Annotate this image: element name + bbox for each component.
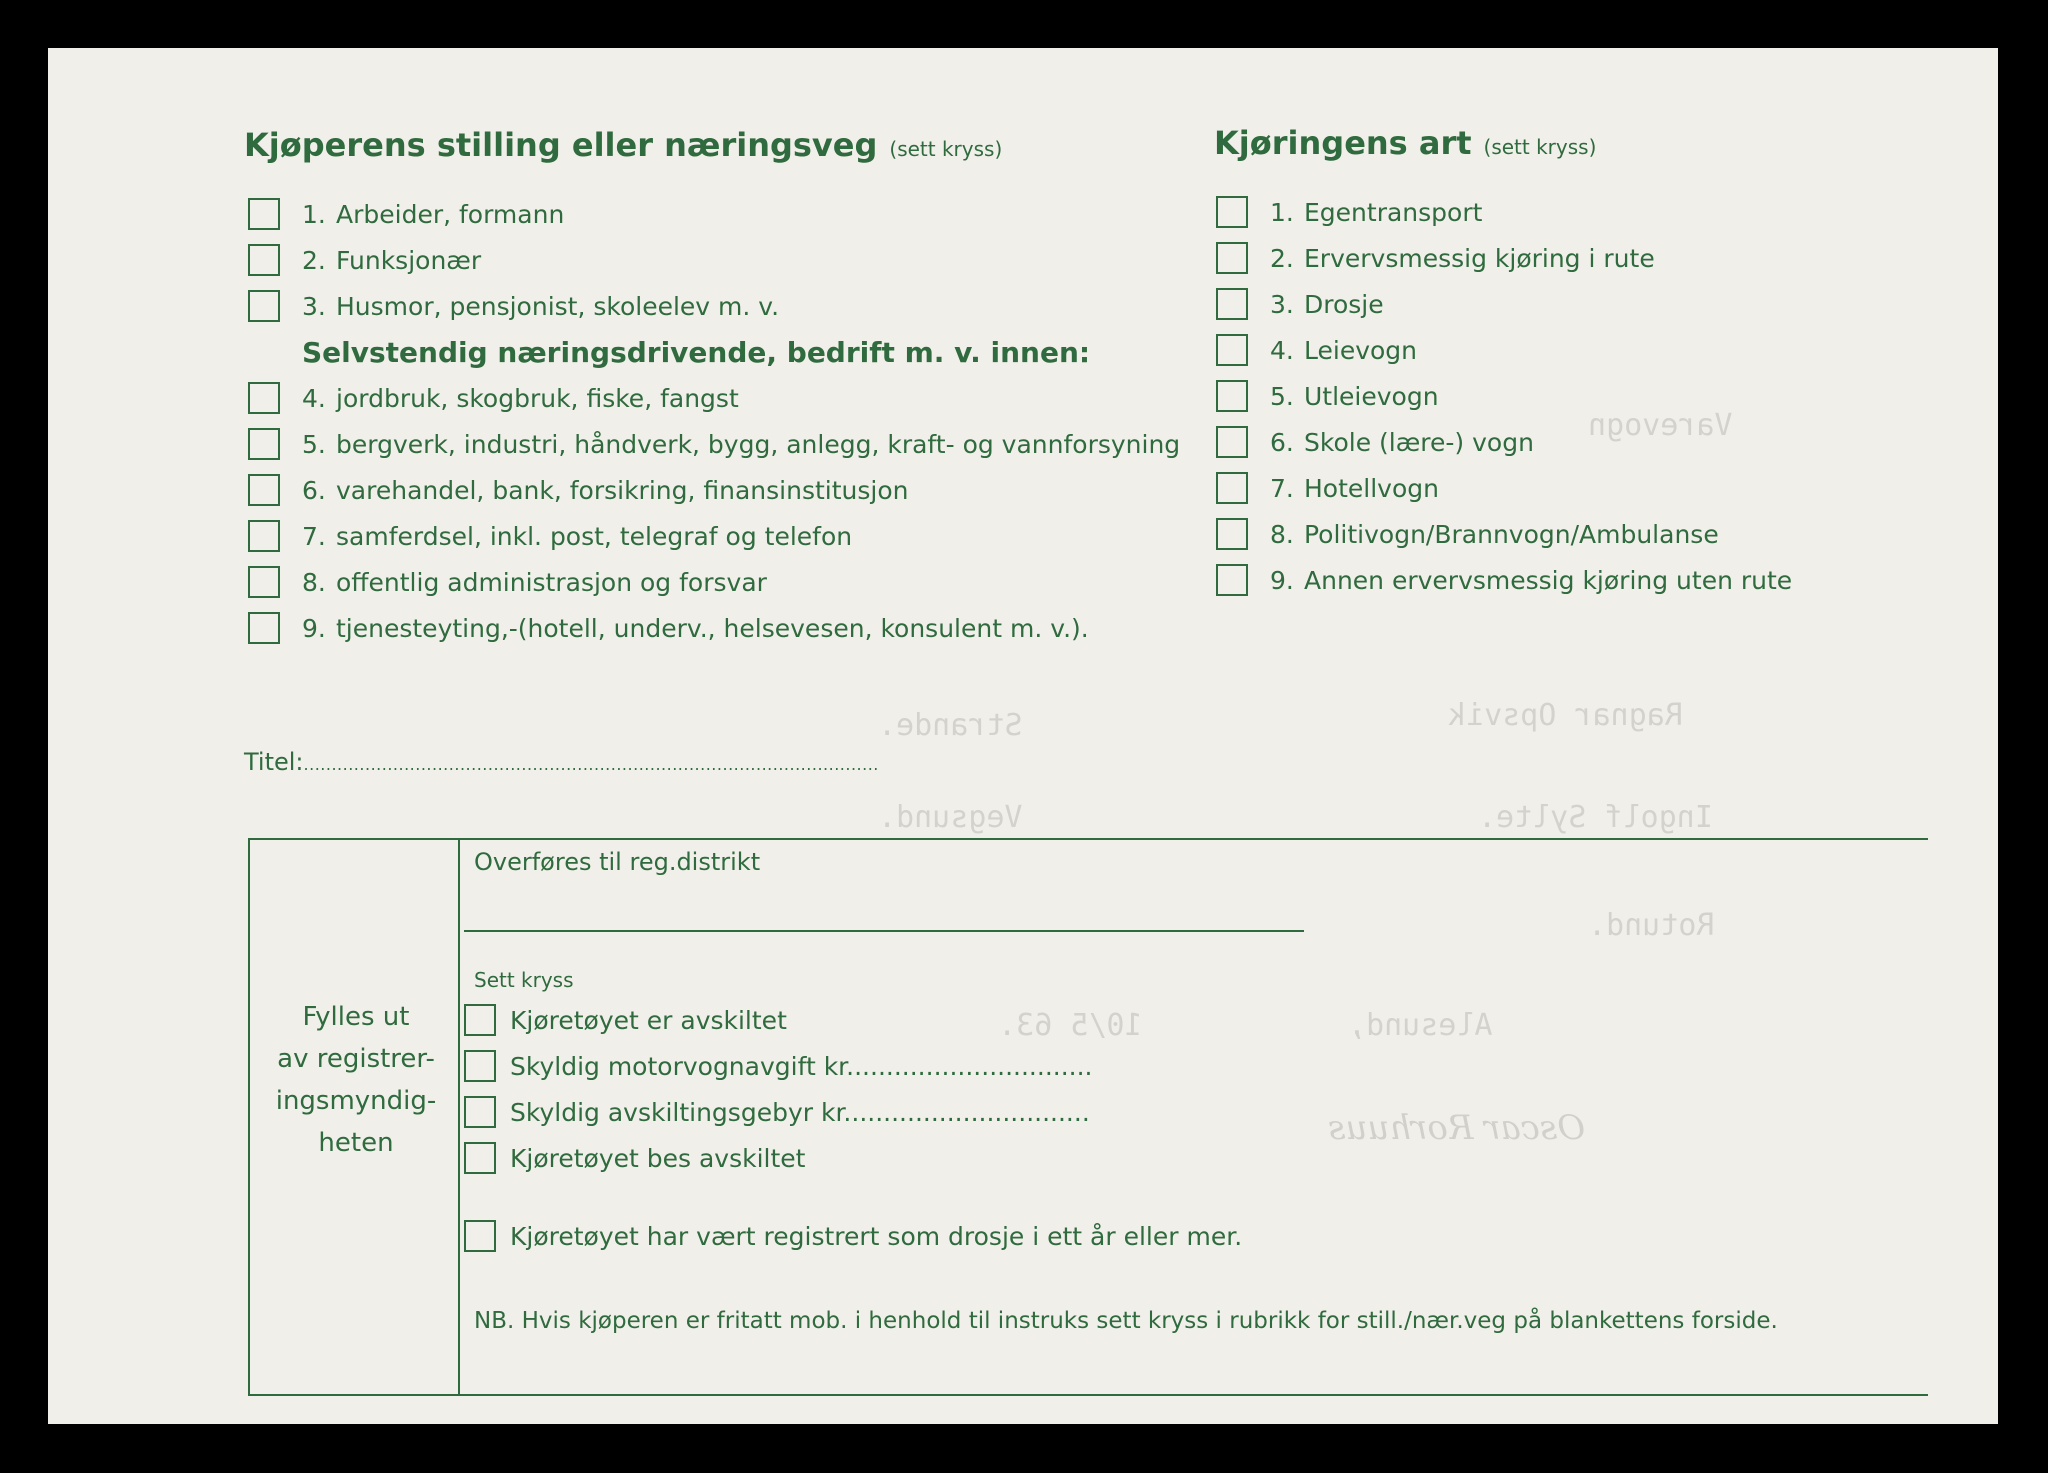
option-number: 1. (1270, 197, 1294, 227)
checkbox[interactable] (1216, 242, 1248, 274)
buyer-section-title-text: Kjøperens stilling eller næringsveg (244, 126, 878, 164)
option-number: 1. (302, 199, 326, 229)
option-label: Ervervsmessig kjøring i rute (1304, 243, 1655, 273)
show-through-signature: Oscar Rorhuus (1328, 1108, 1586, 1148)
buyer-section-hint: (sett kryss) (889, 137, 1003, 161)
checkbox[interactable] (248, 244, 280, 276)
option-number: 3. (302, 291, 326, 321)
checkbox[interactable] (248, 198, 280, 230)
checkbox[interactable] (1216, 288, 1248, 320)
option-label: offentlig administrasjon og forsvar (336, 567, 767, 597)
option-label: Leievogn (1304, 335, 1418, 365)
option-number: 2. (302, 245, 326, 275)
transfer-district-label: Overføres til reg.distrikt (474, 848, 761, 876)
check-label: Kjøretøyet har vært registrert som drosje i ett år eller mer. (510, 1221, 1243, 1251)
driving-option-3[interactable] (1216, 288, 1384, 320)
option-number: 8. (1270, 519, 1294, 549)
checkbox[interactable] (464, 1050, 496, 1082)
option-number: 4. (302, 383, 326, 413)
option-label: Politivogn/Brannvogn/Ambulanse (1304, 519, 1719, 549)
show-through-line: Alesund, (1348, 1008, 1493, 1043)
driving-type-title-text: Kjøringens art (1214, 124, 1472, 162)
option-label: Funksjonær (336, 245, 482, 275)
option-label: jordbruk, skogbruk, fiske, fangst (336, 383, 739, 413)
checkbox[interactable] (248, 382, 280, 414)
checkbox[interactable] (1216, 334, 1248, 366)
check-label: Skyldig avskiltingsgebyr kr............................... (510, 1097, 1090, 1127)
check-deregistered[interactable] (464, 1004, 787, 1036)
option-label: tjenesteyting,-(hotell, underv., helsevesen, konsulent m. v.). (336, 613, 1089, 643)
transfer-district-line[interactable] (464, 930, 1304, 932)
title-dots: ....................................................................................................... (303, 755, 879, 774)
driving-option-8[interactable] (1216, 518, 1719, 550)
option-number: 2. (1270, 243, 1294, 273)
authority-note-line: Fylles ut (302, 1002, 410, 1032)
driving-option-4[interactable] (1216, 334, 1417, 366)
buyer-option-6[interactable] (248, 474, 909, 506)
registration-box-bottom-border (248, 1394, 1928, 1396)
option-number: 9. (302, 613, 326, 643)
option-label: Husmor, pensjonist, skoleelev m. v. (336, 291, 780, 321)
nb-note: NB. Hvis kjøperen er fritatt mob. i henhold til instruks sett kryss i rubrikk for still./nær.veg på blankettens forside. (474, 1308, 1778, 1334)
checkbox[interactable] (1216, 196, 1248, 228)
option-label: bergverk, industri, håndverk, bygg, anlegg, kraft- og vannforsyning (336, 429, 1181, 459)
show-through-line: 10/5 63. (998, 1008, 1143, 1043)
buyer-option-1[interactable] (248, 198, 564, 230)
checkbox[interactable] (248, 612, 280, 644)
buyer-option-7[interactable] (248, 520, 852, 552)
option-label: Hotellvogn (1304, 473, 1439, 503)
checkbox[interactable] (1216, 564, 1248, 596)
option-label: samferdsel, inkl. post, telegraf og telefon (336, 521, 853, 551)
buyer-section-title (244, 126, 1002, 164)
buyer-option-5[interactable] (248, 428, 1180, 460)
checkbox[interactable] (248, 474, 280, 506)
option-label: Skole (lære-) vogn (1304, 427, 1534, 457)
show-through-line: Varevogn (1588, 408, 1733, 443)
self-employed-subheading: Selvstendig næringsdrivende, bedrift m. v. innen: (302, 336, 1091, 369)
buyer-option-3[interactable] (248, 290, 779, 322)
buyer-option-4[interactable] (248, 382, 739, 414)
title-label: Titel: (244, 748, 304, 776)
check-deregistration-fee-owed[interactable] (464, 1096, 1090, 1128)
checkbox[interactable] (248, 566, 280, 598)
buyer-option-8[interactable] (248, 566, 767, 598)
driving-option-1[interactable] (1216, 196, 1482, 228)
check-label: Kjøretøyet bes avskiltet (510, 1143, 806, 1173)
authority-note-line: av registrer- (277, 1044, 435, 1074)
option-number: 9. (1270, 565, 1294, 595)
option-label: Arbeider, formann (336, 199, 565, 229)
checkbox[interactable] (1216, 518, 1248, 550)
show-through-line: Ragnar Opsvik (1448, 698, 1683, 733)
option-number: 3. (1270, 289, 1294, 319)
show-through-line: Rotund. (1588, 908, 1715, 943)
checkbox[interactable] (1216, 426, 1248, 458)
check-taxi-one-year[interactable] (464, 1220, 1242, 1252)
checkbox[interactable] (248, 428, 280, 460)
option-label: Annen ervervsmessig kjøring uten rute (1304, 565, 1793, 595)
option-number: 6. (1270, 427, 1294, 457)
driving-type-hint: (sett kryss) (1483, 135, 1597, 159)
authority-note (251, 996, 461, 1164)
authority-note-line: heten (318, 1128, 394, 1158)
check-label: Skyldig motorvognavgift kr............................... (510, 1051, 1093, 1081)
authority-note-line: ingsmyndig- (275, 1086, 437, 1116)
option-number: 8. (302, 567, 326, 597)
option-number: 5. (1270, 381, 1294, 411)
option-number: 5. (302, 429, 326, 459)
show-through-line: Vegsund. (878, 800, 1023, 835)
checkbox[interactable] (464, 1096, 496, 1128)
option-number: 7. (1270, 473, 1294, 503)
checkbox[interactable] (464, 1220, 496, 1252)
driving-option-6[interactable] (1216, 426, 1534, 458)
checkbox[interactable] (1216, 472, 1248, 504)
check-vehicle-tax-owed[interactable] (464, 1050, 1093, 1082)
checkbox[interactable] (1216, 380, 1248, 412)
checkbox[interactable] (248, 520, 280, 552)
option-label: Drosje (1304, 289, 1384, 319)
show-through-line: Strande. (878, 708, 1023, 743)
registration-box-top-border (248, 838, 1928, 840)
option-label: Egentransport (1304, 197, 1483, 227)
driving-option-2[interactable] (1216, 242, 1655, 274)
driving-type-title (1214, 124, 1596, 162)
option-label: Utleievogn (1304, 381, 1439, 411)
option-number: 6. (302, 475, 326, 505)
check-label: Kjøretøyet er avskiltet (510, 1005, 787, 1035)
option-label: varehandel, bank, forsikring, finansinstitusjon (336, 475, 909, 505)
checkbox[interactable] (464, 1142, 496, 1174)
buyer-option-9[interactable] (248, 612, 1089, 644)
option-number: 7. (302, 521, 326, 551)
driving-option-5[interactable] (1216, 380, 1439, 412)
form-sheet (48, 48, 1998, 1424)
driving-option-9[interactable] (1216, 564, 1792, 596)
driving-option-7[interactable] (1216, 472, 1439, 504)
registration-box-left-border (248, 838, 250, 1395)
buyer-option-2[interactable] (248, 244, 481, 276)
sett-kryss-label: Sett kryss (474, 968, 574, 992)
option-number: 4. (1270, 335, 1294, 365)
title-field[interactable] (244, 748, 879, 776)
checkbox[interactable] (464, 1004, 496, 1036)
checkbox[interactable] (248, 290, 280, 322)
check-request-deregistration[interactable] (464, 1142, 805, 1174)
show-through-line: Ingolf Sylte. (1478, 800, 1713, 835)
